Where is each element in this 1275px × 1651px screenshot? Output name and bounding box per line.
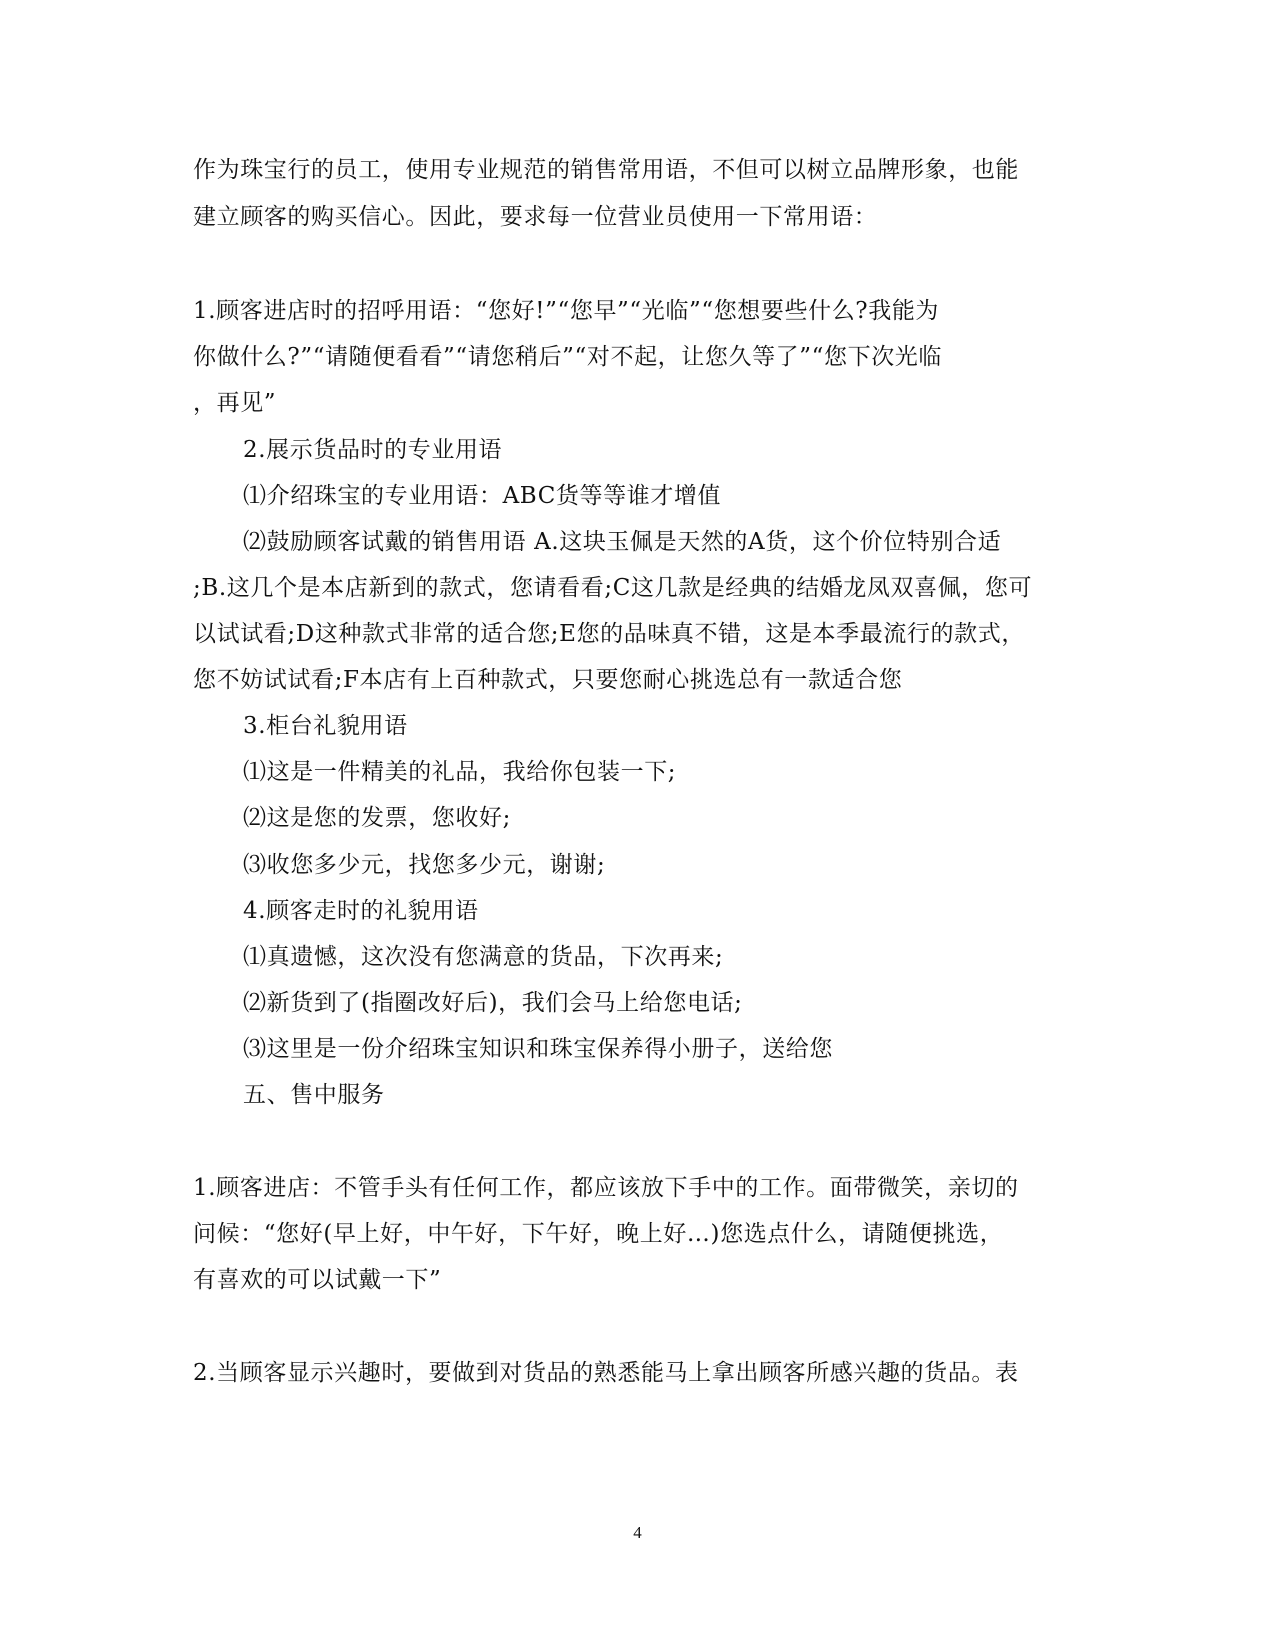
- list-item: ⑵新货到了(指圈改好后)，我们会马上给您电话;: [243, 990, 743, 1016]
- list-item: ⑵这是您的发票，您收好;: [243, 805, 511, 831]
- section-heading: 2.展示货品时的专业用语: [243, 437, 503, 463]
- paragraph-line: 1.顾客进店：不管手头有任何工作，都应该放下手中的工作。面带微笑，亲切的: [193, 1175, 1019, 1201]
- paragraph-line: 2.当顾客显示兴趣时，要做到对货品的熟悉能马上拿出顾客所感兴趣的货品。表: [193, 1360, 1019, 1386]
- section-heading: 五、售中服务: [243, 1082, 385, 1108]
- paragraph-line: ，再见”: [193, 390, 277, 416]
- section-heading: 3.柜台礼貌用语: [243, 713, 408, 739]
- paragraph-line: 建立顾客的购买信心。因此，要求每一位营业员使用一下常用语：: [193, 204, 878, 230]
- list-item: ⑴这是一件精美的礼品，我给你包装一下;: [243, 759, 677, 785]
- paragraph-line: 您不妨试试看;F本店有上百种款式，只要您耐心挑选总有一款适合您: [193, 667, 903, 693]
- paragraph-line: 作为珠宝行的员工，使用专业规范的销售常用语，不但可以树立品牌形象，也能: [193, 157, 1019, 183]
- paragraph-line: 1.顾客进店时的招呼用语：“您好!”“您早”“光临”“您想要些什么?我能为: [193, 298, 940, 324]
- page-number: 4: [633, 1523, 642, 1542]
- list-item: ⑴真遗憾，这次没有您满意的货品，下次再来;: [243, 944, 724, 970]
- list-item: ⑵鼓励顾客试戴的销售用语 A.这块玉佩是天然的A货，这个价位特别合适: [243, 529, 1002, 555]
- paragraph-line: 问候：“您好(早上好，中午好，下午好，晚上好…)您选点什么，请随便挑选，: [193, 1221, 1004, 1247]
- list-item: ⑶这里是一份介绍珠宝知识和珠宝保养得小册子，送给您: [243, 1036, 833, 1062]
- paragraph-line: 以试试看;D这种款式非常的适合您;E您的品味真不错，这是本季最流行的款式，: [193, 621, 1025, 647]
- list-item: ⑴介绍珠宝的专业用语：ABC货等等谁才增值: [243, 483, 722, 509]
- paragraph-line: 你做什么?”“请随便看看”“请您稍后”“对不起，让您久等了”“您下次光临: [193, 344, 942, 370]
- paragraph-line: 有喜欢的可以试戴一下”: [193, 1267, 442, 1293]
- section-heading: 4.顾客走时的礼貌用语: [243, 898, 479, 924]
- list-item: ⑶收您多少元，找您多少元，谢谢;: [243, 852, 606, 878]
- paragraph-line: ;B.这几个是本店新到的款式，您请看看;C这几款是经典的结婚龙凤双喜佩，您可: [193, 575, 1033, 601]
